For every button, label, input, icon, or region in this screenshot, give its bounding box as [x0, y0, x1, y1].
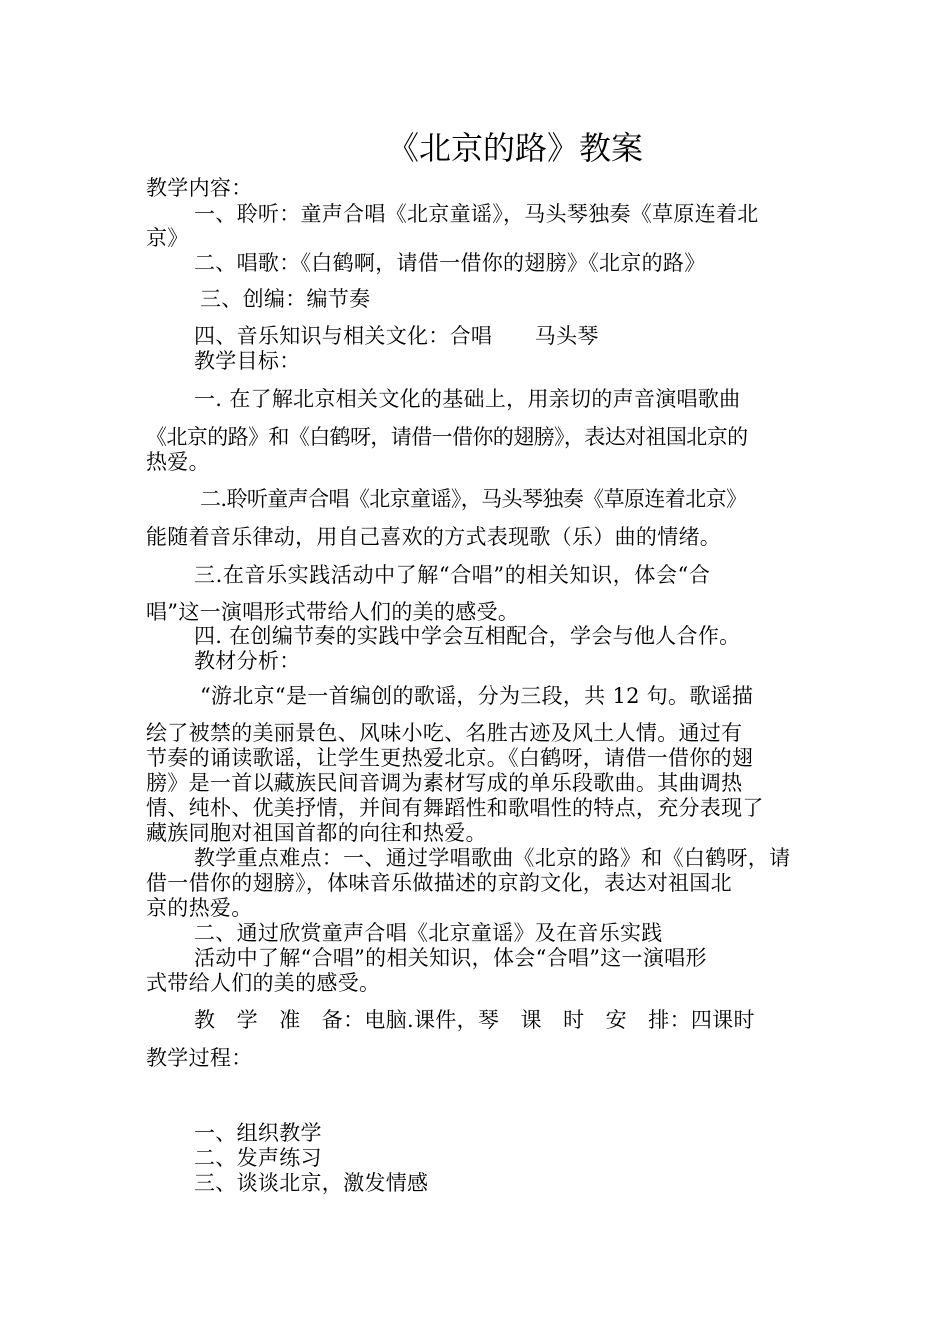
paragraph-line: 教学目标： — [194, 349, 301, 373]
paragraph-line: 膀》是一首以藏族民间音调为素材写成的单乐段歌曲。其曲调热 — [146, 771, 743, 795]
document-title: 《北京的路》教案 — [386, 129, 643, 167]
paragraph-line: 一. 在了解北京相关文化的基础上，用亲切的声音演唱歌曲 — [194, 387, 741, 411]
paragraph-line: 京的热爱。 — [146, 896, 253, 920]
paragraph-line: 教学内容： — [146, 176, 253, 200]
paragraph-line: “游北京“是一首编创的歌谣，分为三段，共 12 句。歌谣描 — [200, 684, 754, 708]
paragraph-line: 藏族同胞对祖国首都的向往和热爱。 — [146, 821, 487, 845]
paragraph-line: 二、通过欣赏童声合唱《北京童谣》及在音乐实践 — [194, 921, 663, 945]
paragraph-line: 式带给人们的美的感受。 — [146, 971, 381, 995]
paragraph-line: 借一借你的翅膀》，体味音乐做描述的京韵文化，表达对祖国北 — [146, 871, 732, 895]
paragraph-line: 活动中了解“合唱”的相关知识，体会“合唱”这一演唱形 — [194, 946, 707, 970]
paragraph-line: 教学重点难点：一、通过学唱歌曲《北京的路》和《白鹤呀，请 — [194, 846, 791, 870]
paragraph-line: 能随着音乐律动，用自己喜欢的方式表现歌（乐）曲的情绪。 — [146, 525, 722, 549]
paragraph-line: 一、组织教学 — [194, 1121, 322, 1145]
paragraph-line: 二.聆听童声合唱《北京童谣》，马头琴独奏《草原连着北京》 — [200, 487, 747, 511]
paragraph-line: 教 学 准 备：电脑.课件，琴 课 时 安 排：四课时 — [194, 1008, 755, 1032]
paragraph-line: 教学过程： — [146, 1046, 253, 1070]
paragraph-line: 二、发声练习 — [194, 1146, 322, 1170]
paragraph-line: 三、创编：编节奏 — [200, 287, 371, 311]
paragraph-line: 情、纯朴、优美抒情，并间有舞蹈性和歌唱性的特点，充分表现了 — [146, 796, 764, 820]
paragraph-line: 节奏的诵读歌谣，让学生更热爱北京。《白鹤呀，请借一借你的翅 — [146, 746, 754, 770]
paragraph-line: 唱”这一演唱形式带给人们的美的感受。 — [146, 600, 520, 624]
paragraph-line: 四. 在创编节奏的实践中学会互相配合，学会与他人合作。 — [194, 624, 741, 648]
paragraph-line: 《北京的路》和《白鹤呀，请借一借你的翅膀》，表达对祖国北京的 — [146, 425, 748, 449]
paragraph-line: 三、谈谈北京，激发情感 — [194, 1171, 429, 1195]
paragraph-line: 三.在音乐实践活动中了解“合唱”的相关知识，体会“合 — [194, 563, 711, 587]
paragraph-line: 一、聆听：童声合唱《北京童谣》，马头琴独奏《草原连着北 — [194, 202, 759, 226]
paragraph-line: 热爱。 — [146, 450, 210, 474]
paragraph-line: 京》 — [146, 226, 189, 250]
paragraph-line: 二、唱歌：《白鹤啊，请借一借你的翅膀》《北京的路》 — [194, 251, 706, 275]
paragraph-line: 教材分析： — [194, 649, 301, 673]
paragraph-line: 绘了被禁的美丽景色、风味小吃、名胜古迹及风土人情。通过有 — [146, 721, 743, 745]
paragraph-line: 四、音乐知识与相关文化：合唱 马头琴 — [194, 324, 599, 348]
